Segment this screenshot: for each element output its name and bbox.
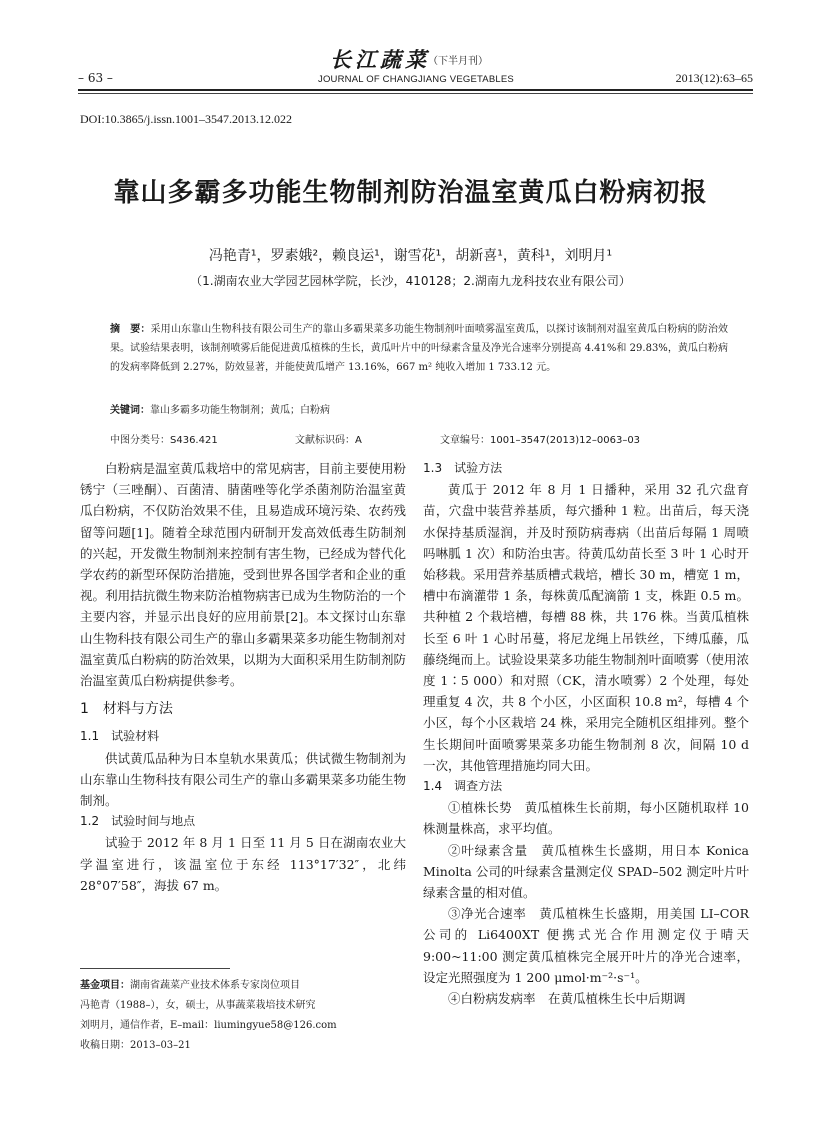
journal-english-name: JOURNAL OF CHANGJIANG VEGETABLES: [318, 74, 514, 85]
fund-label: 基金项目：: [80, 980, 130, 991]
keywords-text: 靠山多霸多功能生物制剂；黄瓜；白粉病: [150, 405, 330, 416]
list-item: ④白粉病发病率 在黄瓜植株生长中后期调: [448, 991, 686, 1007]
header-rule: [78, 89, 753, 91]
clc-number: 中图分类号：S436.421: [110, 435, 218, 446]
fund-text: 湖南省蔬菜产业技术体系专家岗位项目: [130, 980, 300, 991]
subsection-heading: 1.1 试验材料: [80, 729, 160, 744]
abstract-label: 摘 要：: [110, 324, 151, 335]
paragraph: 黄瓜于 2012 年 8 月 1 日播种，采用 32 孔穴盘育苗，穴盘中装营养基质，每穴播种 1 粒。出苗后，每天浇水保持基质湿润，并及时预防病毒病（出苗后每隔 1 周喷吗啉胍 1 次）和防治虫害。待黄瓜幼苗长至 3 叶 1 心时开始移栽。采用营养基质槽式栽培，槽长 30 m，槽宽 1 m，槽中布滴灌带 1 条，每株黄瓜配滴箭 1 支，株距 0.5 m。共种植 2 个栽培槽，每槽 88 株，共 176 株。当黄瓜植株长至 6 叶 1 心时吊蔓，将尼龙绳上吊铁丝，下缚瓜藤，瓜藤绕绳而上。试验设果菜多功能生物制剂叶面喷雾（使用浓度 1∶5 000）和对照（CK，清水喷雾）2 个处理，每处理重复 4 次，共 8 个小区，小区面积 10.8 m²，每槽 4 个小区，每个小区栽培 24 株，采用完全随机区组排列。整个生长期间叶面喷雾果菜多功能生物制剂 8 次，间隔 10 d 一次，其他管理措施均同大田。: [423, 482, 749, 773]
article-number: 文章编号：1001–3547(2013)12–0063–03: [440, 435, 641, 446]
journal-subtitle: （下半月刊）: [428, 56, 488, 67]
left-column: [80, 458, 406, 896]
paragraph: 供试黄瓜品种为日本皇轨水果黄瓜；供试微生物制剂为山东靠山生物科技有限公司生产的靠山多霸果菜多功能生物制剂。: [80, 750, 406, 809]
header-rule-thin: [78, 93, 753, 94]
abstract: [110, 320, 728, 377]
list-item: ③净光合速率 黄瓜植株生长盛期，用美国 LI–COR 公司的 Li6400XT 便携式光合作用测定仪于晴天 9:00~11:00 测定黄瓜植株完全展开叶片的净光合速率，设定光照强度为 1 200 μmol·m⁻²·s⁻¹。: [423, 906, 749, 985]
journal-logo: 长江蔬菜: [330, 47, 430, 72]
right-column: [423, 458, 749, 1009]
issue-info: 2013(12):63–65: [675, 71, 753, 85]
footnote: [80, 976, 406, 1056]
author-info: 冯艳青（1988–），女，硕士，从事蔬菜栽培技术研究: [80, 1000, 316, 1011]
authors: 冯艳青¹，罗素娥²，赖良运¹，谢雪花¹，胡新喜¹，黄科¹，刘明月¹: [208, 248, 613, 264]
subsection-heading: 1.4 调查方法: [423, 779, 503, 794]
abstract-text: 采用山东靠山生物科技有限公司生产的靠山多霸果菜多功能生物制剂叶面喷雾温室黄瓜，以探讨该制剂对温室黄瓜白粉病的防治效果。试验结果表明，该制剂喷雾后能促进黄瓜植株的生长，黄瓜叶片中的叶绿素含量及净光合速率分别提高 4.41%和 29.83%，黄瓜白粉病的发病率降低到 2.27%，防效显著，并能使黄瓜增产 13.16%，667 m² 纯收入增加 1 733.12 元。: [110, 324, 729, 373]
keywords: [110, 401, 728, 416]
list-item: ②叶绿素含量 黄瓜植株生长盛期，用日本 Konica Minolta 公司的叶绿素含量测定仪 SPAD–502 测定叶片叶绿素含量的相对值。: [423, 842, 749, 901]
paragraph: 试验于 2012 年 8 月 1 日至 11 月 5 日在湖南农业大学温室进行，该温室位于东经 113°17′32″，北纬 28°07′58″，海拔 67 m。: [80, 835, 406, 893]
received-date: 收稿日期：2013–03–21: [80, 1040, 191, 1051]
corresponding-author: 刘明月，通信作者，E–mail：liumingyue58@126.com: [80, 1020, 337, 1031]
section-heading: 1 材料与方法: [80, 701, 173, 718]
paper-title: 靠山多霸多功能生物制剂防治温室黄瓜白粉病初报: [113, 178, 708, 208]
footnote-rule: [80, 968, 230, 969]
subsection-heading: 1.3 试验方法: [423, 461, 503, 475]
keywords-label: 关键词：: [110, 405, 150, 416]
page-number: – 63 –: [78, 71, 113, 85]
list-item: ①植株长势 黄瓜植株生长前期，每小区随机取样 10 株测量株高，求平均值。: [423, 800, 749, 837]
document-code: 文献标识码：A: [295, 435, 362, 446]
subsection-heading: 1.2 试验时间与地点: [80, 814, 196, 829]
affiliation: （1.湖南农业大学园艺园林学院，长沙，410128；2.湖南九龙科技农业有限公司）: [190, 274, 631, 288]
intro-paragraph: 白粉病是温室黄瓜栽培中的常见病害，目前主要使用粉锈宁（三唑酮）、百菌清、腈菌唑等化学杀菌剂防治温室黄瓜白粉病，不仅防治效果不佳，且易造成环境污染、农药残留等问题[1]。随着全球范围内研制开发高效低毒生防制剂的兴起，开发微生物制剂来控制有害生物，已经成为替代化学农药的新型环保防治措施，受到世界各国学者和企业的重视。利用拮抗微生物来防治植物病害已成为生物防治的一个主要内容，并显示出良好的应用前景[2]。本文探讨山东靠山生物科技有限公司生产的靠山多霸果菜多功能生物制剂对温室黄瓜白粉病的防治效果，以期为大面积采用生防制剂防治温室黄瓜白粉病提供参考。: [80, 461, 406, 689]
doi[interactable]: DOI:10.3865/j.issn.1001–3547.2013.12.022: [80, 112, 293, 126]
